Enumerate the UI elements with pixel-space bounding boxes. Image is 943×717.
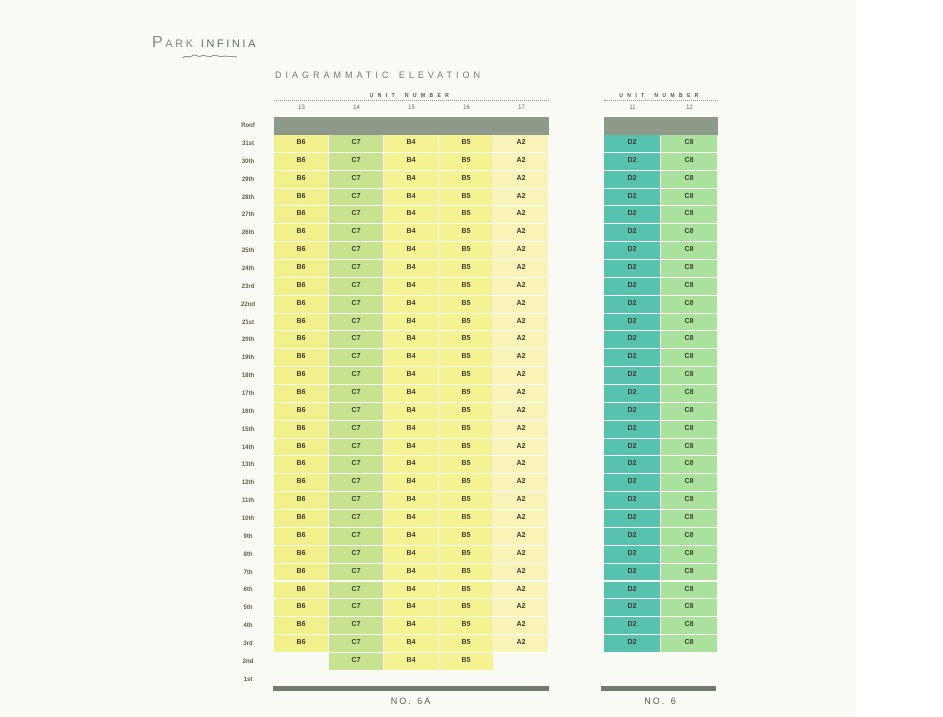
unit-type-cell: D2 <box>604 349 661 367</box>
floor-label: 12th <box>241 480 255 487</box>
unit-type-cell: D2 <box>604 296 661 314</box>
unit-type-cell: B5 <box>439 582 494 600</box>
unit-type-cell: B5 <box>439 456 494 474</box>
floor-label: 19th <box>241 355 255 362</box>
unit-type-cell: C7 <box>329 171 384 189</box>
unit-type-cell: A2 <box>494 564 549 582</box>
logo-word-infinia: infinia <box>200 34 259 51</box>
unit-type-cell: D2 <box>604 135 661 153</box>
unit-type-cell: B6 <box>274 456 329 474</box>
unit-type-cell: D2 <box>604 314 661 332</box>
unit-type-cell: C7 <box>329 153 384 171</box>
unit-type-cell: C7 <box>329 635 384 653</box>
unit-type-cell: D2 <box>604 439 661 457</box>
unit-type-cell: B6 <box>274 367 329 385</box>
floor-label: 17th <box>241 390 255 397</box>
unit-type-cell: A2 <box>494 546 549 564</box>
unit-type-cell: A2 <box>494 617 549 635</box>
unit-type-cell: B6 <box>274 314 329 332</box>
block-name: NO. 6A <box>390 696 433 706</box>
floor-label: 4th <box>243 623 253 630</box>
unit-type-cell: D2 <box>604 385 661 403</box>
unit-type-cell: B4 <box>384 153 439 171</box>
unit-type-cell: B5 <box>439 599 494 617</box>
unit-type-cell: C7 <box>329 349 384 367</box>
unit-type-cell: B5 <box>439 242 494 260</box>
unit-type-cell: A2 <box>494 331 549 349</box>
unit-type-cell: D2 <box>604 617 661 635</box>
unit-type-cell: B6 <box>274 385 329 403</box>
unit-type-cell: B4 <box>384 260 439 278</box>
unit-type-cell: C7 <box>329 599 384 617</box>
unit-type-cell: B4 <box>384 456 439 474</box>
unit-number: 11 <box>629 105 636 111</box>
unit-type-cell: D2 <box>604 367 661 385</box>
unit-type-cell: D2 <box>604 582 661 600</box>
unit-number: 14 <box>353 105 360 111</box>
unit-type-cell: B6 <box>274 528 329 546</box>
unit-number: 12 <box>686 105 693 111</box>
unit-type-cell: B6 <box>274 474 329 492</box>
unit-type-cell: A2 <box>494 260 549 278</box>
unit-type-cell: C8 <box>661 331 718 349</box>
unit-number: 16 <box>463 105 470 111</box>
unit-type-cell: C7 <box>329 492 384 510</box>
unit-type-cell: B6 <box>274 153 329 171</box>
unit-type-cell: B4 <box>384 546 439 564</box>
unit-number: 17 <box>518 105 525 111</box>
unit-type-cell: A2 <box>494 474 549 492</box>
floor-label: 25th <box>241 248 255 255</box>
floor-label: 16th <box>241 408 255 415</box>
unit-type-cell: B4 <box>384 421 439 439</box>
unit-type-cell: B5 <box>439 528 494 546</box>
unit-type-cell: A2 <box>494 510 549 528</box>
unit-type-cell: A2 <box>494 314 549 332</box>
unit-type-cell: B5 <box>439 653 494 671</box>
unit-type-cell: B5 <box>439 206 494 224</box>
unit-type-cell: C8 <box>661 599 718 617</box>
unit-type-cell: D2 <box>604 260 661 278</box>
floor-label: 30th <box>241 158 255 165</box>
unit-type-cell: B6 <box>274 349 329 367</box>
unit-type-cell: B4 <box>384 582 439 600</box>
unit-type-cell: C8 <box>661 171 718 189</box>
unit-type-cell: C7 <box>329 582 384 600</box>
unit-type-cell: D2 <box>604 278 661 296</box>
floor-label: 13th <box>241 462 255 469</box>
floor-label: 15th <box>241 426 255 433</box>
unit-type-cell: C7 <box>329 421 384 439</box>
unit-type-cell: C7 <box>329 510 384 528</box>
unit-type-cell: C7 <box>329 224 384 242</box>
unit-type-cell: B4 <box>384 242 439 260</box>
floor-label: 26th <box>241 230 255 237</box>
unit-type-cell: A2 <box>494 421 549 439</box>
unit-type-cell: B4 <box>384 331 439 349</box>
unit-type-cell: D2 <box>604 528 661 546</box>
unit-type-cell: C7 <box>329 135 384 153</box>
unit-type-cell: B4 <box>384 189 439 207</box>
unit-type-cell: B4 <box>384 296 439 314</box>
floor-label: 8th <box>243 551 253 558</box>
unit-type-cell: C7 <box>329 403 384 421</box>
unit-type-cell: C8 <box>661 582 718 600</box>
unit-type-cell: C8 <box>661 349 718 367</box>
unit-type-cell: B5 <box>439 385 494 403</box>
header-divider <box>604 100 718 101</box>
unit-number: 15 <box>408 105 415 111</box>
unit-type-cell: C7 <box>329 189 384 207</box>
header-divider <box>274 100 549 101</box>
floor-label: 11th <box>241 498 254 505</box>
unit-type-cell: A2 <box>494 189 549 207</box>
unit-type-cell: B4 <box>384 617 439 635</box>
unit-type-cell: A2 <box>494 582 549 600</box>
unit-type-cell: B4 <box>384 135 439 153</box>
unit-type-cell: B5 <box>439 171 494 189</box>
floor-label: 23rd <box>241 283 255 290</box>
park-infinia-logo <box>152 34 258 52</box>
unit-type-cell: D2 <box>604 153 661 171</box>
unit-type-cell: B5 <box>439 510 494 528</box>
floor-label: 20th <box>241 337 255 344</box>
unit-type-cell: C8 <box>661 510 718 528</box>
unit-type-cell: B6 <box>274 278 329 296</box>
unit-type-cell: B5 <box>439 349 494 367</box>
unit-type-cell: C7 <box>329 546 384 564</box>
floor-label: 21st <box>241 319 254 326</box>
floor-label: 10th <box>241 515 255 522</box>
floor-label: 5th <box>243 605 253 612</box>
unit-type-cell: B5 <box>439 564 494 582</box>
unit-type-cell: B6 <box>274 421 329 439</box>
unit-type-cell: B4 <box>384 474 439 492</box>
unit-type-cell: C8 <box>661 492 718 510</box>
unit-type-cell: A2 <box>494 135 549 153</box>
unit-type-cell: C8 <box>661 385 718 403</box>
unit-type-cell: B6 <box>274 546 329 564</box>
unit-type-cell: C8 <box>661 278 718 296</box>
unit-type-cell: A2 <box>494 635 549 653</box>
roof-bar <box>604 117 718 135</box>
unit-type-cell: C8 <box>661 474 718 492</box>
unit-type-cell: B6 <box>274 403 329 421</box>
unit-type-cell: B5 <box>439 403 494 421</box>
diagram-title: DIAGRAMMATIC ELEVATION <box>275 70 485 80</box>
floor-label: 18th <box>241 373 255 380</box>
logo-word-park: Park <box>152 34 196 51</box>
unit-type-cell: C7 <box>329 260 384 278</box>
unit-type-cell: C8 <box>661 403 718 421</box>
unit-type-cell: C8 <box>661 153 718 171</box>
unit-type-cell: C7 <box>329 314 384 332</box>
unit-type-cell: B4 <box>384 492 439 510</box>
unit-type-cell: A2 <box>494 296 549 314</box>
unit-type-cell: A2 <box>494 403 549 421</box>
unit-type-cell: D2 <box>604 564 661 582</box>
unit-type-cell: A2 <box>494 456 549 474</box>
floor-label: 1st <box>243 676 253 683</box>
unit-type-cell: B5 <box>439 331 494 349</box>
floor-label: 6th <box>243 587 253 594</box>
unit-type-cell: A2 <box>494 599 549 617</box>
unit-type-cell: C7 <box>329 331 384 349</box>
unit-type-cell: C8 <box>661 260 718 278</box>
unit-type-cell: D2 <box>604 224 661 242</box>
unit-type-cell: B4 <box>384 385 439 403</box>
unit-type-cell: B6 <box>274 564 329 582</box>
unit-type-cell: B6 <box>274 599 329 617</box>
floor-label: 22nd <box>240 301 255 308</box>
ground-bar <box>601 686 716 691</box>
unit-type-cell: B4 <box>384 314 439 332</box>
unit-type-cell: A2 <box>494 385 549 403</box>
unit-type-cell: C8 <box>661 296 718 314</box>
floor-label: 29th <box>241 176 255 183</box>
floor-label: 3rd <box>243 641 253 647</box>
floor-label: 14th <box>241 444 255 451</box>
unit-type-cell: C8 <box>661 456 718 474</box>
floor-label-roof: Roof <box>241 123 255 129</box>
unit-type-cell: B6 <box>274 224 329 242</box>
unit-type-cell: B5 <box>439 296 494 314</box>
unit-type-cell: B5 <box>439 635 494 653</box>
unit-type-cell: C8 <box>661 314 718 332</box>
unit-number-header: UNIT NUMBER <box>619 93 703 99</box>
unit-type-cell: B5 <box>439 314 494 332</box>
unit-type-cell: B5 <box>439 135 494 153</box>
unit-type-cell: B5 <box>439 260 494 278</box>
unit-type-cell: B4 <box>384 653 439 671</box>
unit-type-cell: C8 <box>661 528 718 546</box>
unit-type-cell: D2 <box>604 171 661 189</box>
unit-type-cell: C7 <box>329 653 384 671</box>
floor-label: 31st <box>241 140 254 147</box>
unit-type-cell: B6 <box>274 296 329 314</box>
unit-type-cell: D2 <box>604 492 661 510</box>
unit-type-cell: B6 <box>274 189 329 207</box>
unit-type-cell: D2 <box>604 189 661 207</box>
unit-type-cell: D2 <box>604 242 661 260</box>
floor-label: 7th <box>243 569 253 576</box>
unit-type-cell: C7 <box>329 564 384 582</box>
unit-type-cell: B4 <box>384 403 439 421</box>
unit-type-cell: A2 <box>494 206 549 224</box>
logo-signature-mark <box>182 52 238 60</box>
unit-type-cell: B5 <box>439 153 494 171</box>
unit-type-cell: C8 <box>661 439 718 457</box>
unit-type-cell: B6 <box>274 582 329 600</box>
unit-type-cell: B4 <box>384 278 439 296</box>
unit-type-cell: C8 <box>661 206 718 224</box>
unit-type-cell: D2 <box>604 599 661 617</box>
unit-type-cell: A2 <box>494 171 549 189</box>
unit-type-cell: D2 <box>604 635 661 653</box>
unit-type-cell: A2 <box>494 153 549 171</box>
unit-type-cell: C7 <box>329 456 384 474</box>
unit-type-cell: B4 <box>384 635 439 653</box>
unit-type-cell: C7 <box>329 278 384 296</box>
unit-type-cell: C7 <box>329 296 384 314</box>
unit-type-cell: C7 <box>329 439 384 457</box>
unit-type-cell: C7 <box>329 206 384 224</box>
unit-type-cell: C8 <box>661 242 718 260</box>
unit-type-cell: B4 <box>384 367 439 385</box>
unit-type-cell: A2 <box>494 224 549 242</box>
unit-type-cell: A2 <box>494 278 549 296</box>
unit-type-cell: B5 <box>439 224 494 242</box>
unit-type-cell: B4 <box>384 439 439 457</box>
unit-type-cell: D2 <box>604 421 661 439</box>
unit-type-cell: C8 <box>661 617 718 635</box>
unit-type-cell: B6 <box>274 492 329 510</box>
unit-type-cell: B6 <box>274 439 329 457</box>
unit-type-cell: B5 <box>439 367 494 385</box>
unit-type-cell: C7 <box>329 528 384 546</box>
floor-label: 24th <box>241 265 255 272</box>
unit-type-cell: C8 <box>661 635 718 653</box>
unit-type-cell: B6 <box>274 617 329 635</box>
unit-type-cell: B6 <box>274 635 329 653</box>
unit-type-cell: D2 <box>604 546 661 564</box>
unit-type-cell: B4 <box>384 171 439 189</box>
unit-type-cell: C7 <box>329 367 384 385</box>
unit-type-cell: B5 <box>439 492 494 510</box>
unit-type-cell: C8 <box>661 135 718 153</box>
ground-bar <box>273 686 549 691</box>
unit-type-cell: C7 <box>329 385 384 403</box>
unit-type-cell: B6 <box>274 206 329 224</box>
unit-type-cell: B4 <box>384 206 439 224</box>
unit-type-cell: D2 <box>604 331 661 349</box>
unit-type-cell: C8 <box>661 564 718 582</box>
floor-label: 27th <box>241 212 255 219</box>
unit-type-cell: B6 <box>274 331 329 349</box>
unit-type-cell: D2 <box>604 206 661 224</box>
unit-type-cell: B5 <box>439 189 494 207</box>
unit-type-cell: B6 <box>274 171 329 189</box>
unit-type-cell: A2 <box>494 349 549 367</box>
unit-type-cell: C7 <box>329 474 384 492</box>
unit-type-cell: B5 <box>439 439 494 457</box>
floor-label: 2nd <box>242 658 254 665</box>
unit-type-cell: B4 <box>384 599 439 617</box>
unit-type-cell: A2 <box>494 492 549 510</box>
unit-type-cell: D2 <box>604 403 661 421</box>
unit-number-header: UNIT NUMBER <box>369 93 454 99</box>
unit-type-cell: B6 <box>274 510 329 528</box>
unit-type-cell: C8 <box>661 421 718 439</box>
unit-type-cell: B4 <box>384 564 439 582</box>
roof-bar <box>274 117 549 135</box>
unit-type-cell: C8 <box>661 189 718 207</box>
unit-type-cell: C7 <box>329 242 384 260</box>
unit-type-cell: B4 <box>384 349 439 367</box>
unit-type-cell: B5 <box>439 617 494 635</box>
unit-type-cell: B5 <box>439 474 494 492</box>
unit-type-cell: B5 <box>439 278 494 296</box>
unit-type-cell: C8 <box>661 546 718 564</box>
unit-type-cell: C8 <box>661 367 718 385</box>
unit-type-cell: C7 <box>329 617 384 635</box>
unit-type-cell: B5 <box>439 421 494 439</box>
unit-type-cell: B5 <box>439 546 494 564</box>
unit-type-cell: D2 <box>604 456 661 474</box>
unit-number: 13 <box>298 105 305 111</box>
unit-type-cell: A2 <box>494 367 549 385</box>
unit-type-cell: B6 <box>274 260 329 278</box>
unit-type-cell: A2 <box>494 528 549 546</box>
floor-label: 28th <box>241 194 255 201</box>
unit-type-cell: D2 <box>604 510 661 528</box>
unit-type-cell: D2 <box>604 474 661 492</box>
unit-type-cell: B6 <box>274 135 329 153</box>
unit-type-cell: A2 <box>494 242 549 260</box>
unit-type-cell: B4 <box>384 510 439 528</box>
unit-type-cell: B6 <box>274 242 329 260</box>
block-name: NO. 6 <box>644 696 678 706</box>
unit-type-cell: C8 <box>661 224 718 242</box>
unit-type-cell: B4 <box>384 528 439 546</box>
unit-type-cell: A2 <box>494 439 549 457</box>
unit-type-cell: B4 <box>384 224 439 242</box>
floor-label: 9th <box>243 533 253 540</box>
